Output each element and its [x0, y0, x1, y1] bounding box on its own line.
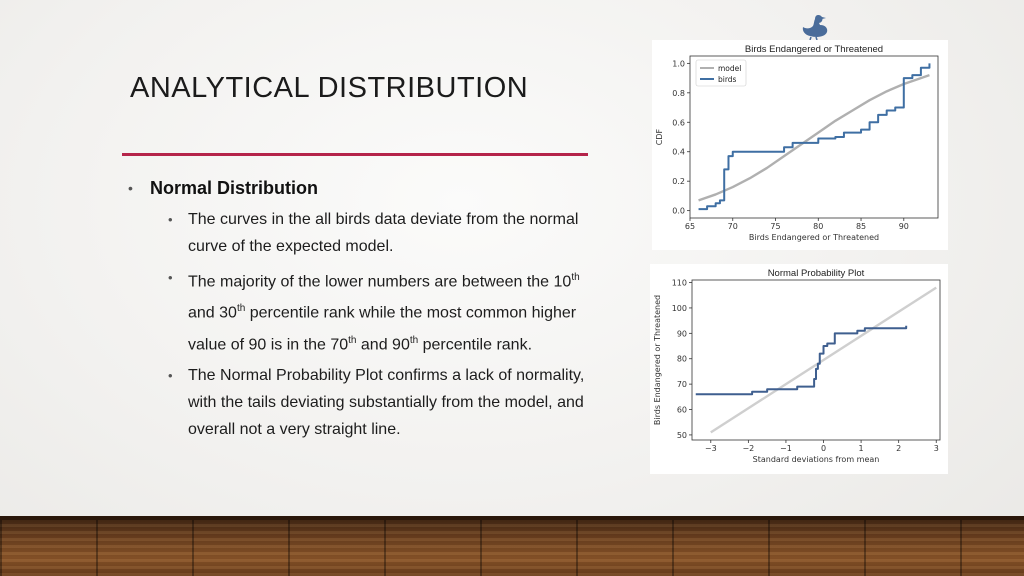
- slide-title: ANALYTICAL DISTRIBUTION: [130, 72, 529, 104]
- x-tick-label: 0: [820, 444, 827, 453]
- plot-frame: [692, 280, 940, 440]
- y-axis-label: CDF: [655, 128, 664, 146]
- y-tick-label: 90: [676, 329, 687, 339]
- normal-probability-plot: [650, 264, 948, 474]
- sub-bullet-1: [128, 206, 598, 260]
- bullet-dot-icon: •: [168, 367, 173, 383]
- sub-bullet-1-text: The curves in the all birds data deviate from the normal curve of the expected model.: [188, 211, 579, 255]
- sub-bullet-2-text-a: The majority of the lower numbers are between the 10: [188, 273, 572, 291]
- y-tick-label: 1.0: [672, 59, 685, 69]
- x-tick-label: 80: [813, 222, 824, 231]
- bullet-dot-icon: •: [168, 212, 173, 227]
- bullet-main-text: Normal Distribution: [150, 178, 319, 198]
- bullet-dot-icon: •: [128, 180, 133, 196]
- sub-bullet-3: [128, 362, 598, 443]
- x-tick-label: −1: [780, 444, 792, 453]
- x-tick-label: −2: [742, 444, 755, 453]
- wood-floor: [0, 516, 1024, 576]
- y-tick-label: 70: [676, 380, 687, 390]
- bullet-list: [128, 174, 598, 443]
- x-axis-label: Birds Endangered or Threatened: [748, 233, 880, 242]
- series-line-model: [699, 75, 930, 200]
- y-tick-label: 0.2: [672, 177, 685, 187]
- series-line-series-0: [711, 288, 936, 433]
- y-tick-label: 80: [676, 354, 687, 364]
- series-line-series-1: [696, 326, 906, 395]
- floor-edge: [0, 516, 1024, 520]
- bullet-dot-icon: •: [168, 270, 173, 285]
- x-tick-label: 70: [727, 222, 738, 231]
- legend-label: birds: [718, 75, 737, 84]
- y-tick-label: 0.4: [672, 147, 685, 157]
- chart-title: Normal Probability Plot: [767, 268, 865, 279]
- sub-bullet-2-text-d: and 90: [356, 335, 410, 353]
- superscript: th: [409, 334, 419, 346]
- superscript: th: [571, 272, 580, 283]
- y-tick-label: 100: [671, 303, 687, 313]
- y-tick-label: 60: [676, 405, 687, 415]
- x-tick-label: 3: [933, 444, 939, 453]
- cdf-chart: [652, 40, 948, 250]
- y-tick-label: 0.0: [672, 206, 685, 216]
- y-tick-label: 110: [671, 278, 687, 288]
- y-tick-label: 0.8: [672, 88, 685, 98]
- y-tick-label: 0.6: [672, 118, 685, 128]
- x-tick-label: 65: [684, 222, 696, 231]
- x-tick-label: 2: [896, 444, 902, 453]
- bullet-main: [128, 174, 598, 202]
- x-tick-label: −3: [704, 444, 717, 453]
- sub-bullet-2-text-b: and 30: [188, 304, 237, 322]
- sub-bullet-3-text: The Normal Probability Plot confirms a lack of normality, with the tails deviating substantially from the model, and overall not a very straight line.: [188, 366, 585, 438]
- title-underline: [122, 153, 588, 156]
- sub-bullet-2-text-c: percentile rank while the most common higher value of 90 is in the 70: [188, 304, 577, 353]
- chart-title: Birds Endangered or Threatened: [744, 44, 884, 55]
- duck-icon: [800, 12, 830, 40]
- x-tick-label: 1: [858, 444, 864, 453]
- sub-bullet-2-text-e: percentile rank.: [418, 335, 533, 353]
- x-tick-label: 90: [898, 222, 909, 231]
- y-tick-label: 50: [676, 430, 687, 440]
- y-axis-label: Birds Endangered or Threatened: [653, 294, 662, 426]
- x-tick-label: 75: [770, 222, 781, 231]
- superscript: th: [236, 303, 246, 315]
- sub-bullet-2: [128, 264, 598, 358]
- x-axis-label: Standard deviations from mean: [752, 455, 880, 464]
- superscript: th: [348, 334, 357, 346]
- legend-label: model: [718, 64, 742, 73]
- x-tick-label: 85: [855, 222, 867, 231]
